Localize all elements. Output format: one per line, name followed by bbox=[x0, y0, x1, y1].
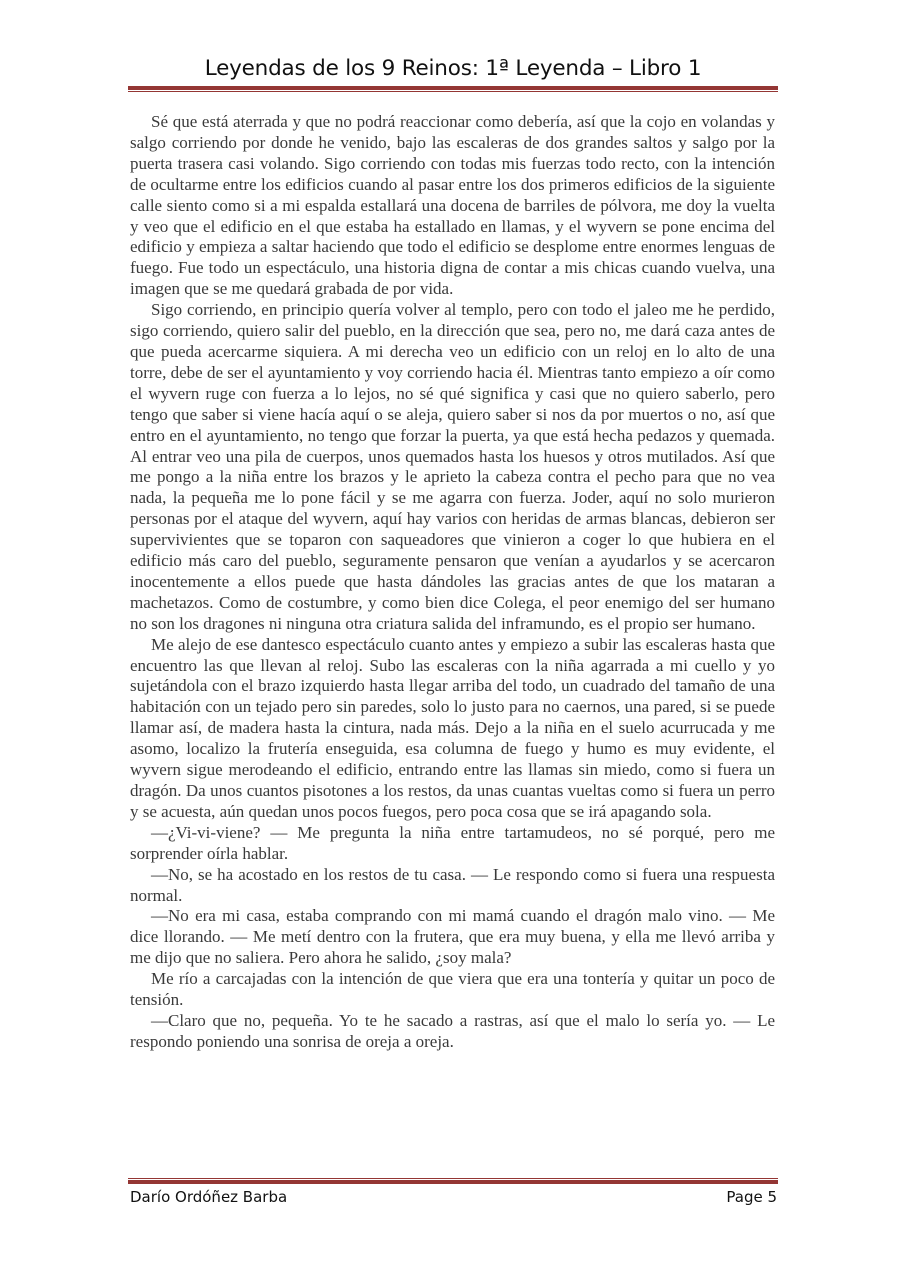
footer-author: Darío Ordóñez Barba bbox=[130, 1188, 288, 1206]
paragraph: Sé que está aterrada y que no podrá reaccionar como debería, así que la cojo en volandas y salgo corriendo por donde he venido, bajo las escaleras de dos grandes saltos y salgo por la puerta trasera casi volando. Sigo corriendo con todas mis fuerzas todo recto, con la intención de ocultarme entre los edificios cuando al pasar entre los dos primeros edificios de la siguiente calle siento como si a mi espalda estallará una docena de barriles de pólvora, me doy la vuelta y veo que el edificio en el que estaba ha estallado en llamas, y el wyvern se pone encima del edificio y empieza a saltar haciendo que todo el edificio se desplome entre enormes lenguas de fuego. Fue todo un espectáculo, una historia digna de contar a mis chicas cuando vuelva, una imagen que se me quedará grabada de por vida. bbox=[130, 112, 775, 299]
dialogue-paragraph: —No era mi casa, estaba comprando con mi mamá cuando el dragón malo vino. — Me dice llorando. — Me metí dentro con la frutera, que era muy buena, y ella me llevó arriba y me dijo que no saliera. Pero ahora he salido, ¿soy mala? bbox=[130, 906, 775, 968]
dialogue-paragraph: —¿Vi-vi-viene? — Me pregunta la niña entre tartamudeos, no sé porqué, pero me sorprender oírla hablar. bbox=[130, 822, 775, 863]
paragraph: Me alejo de ese dantesco espectáculo cuanto antes y empiezo a subir las escaleras hasta que encuentro las que llevan al reloj. Subo las escaleras con la niña agarrada a mi cuello y yo sujetándola con el brazo izquierdo hasta llegar arriba del todo, un cuadrado del tamaño de una habitación con un tejado pero sin paredes, solo lo justo para no caernos, una pared, si se puede llamar así, de madera hasta la cintura, nada más. Dejo a la niña en el suelo acurrucada y me asomo, localizo la frutería enseguida, esa columna de fuego y humo es muy evidente, el wyvern sigue merodeando el edificio, entrando entre las llamas sin miedo, como si fuera un dragón. Da unos cuantos pisotones a los restos, da unas cuantas vueltas como si fuera un perro y se acuesta, aún quedan unos pocos fuegos, pero poca cosa que se irá apagando sola. bbox=[130, 634, 775, 821]
dialogue-paragraph: —Claro que no, pequeña. Yo te he sacado a rastras, así que el malo lo sería yo. — Le respondo poniendo una sonrisa de oreja a oreja. bbox=[130, 1010, 775, 1051]
paragraph: Me río a carcajadas con la intención de que viera que era una tontería y quitar un poco de tensión. bbox=[130, 969, 775, 1010]
page-footer bbox=[130, 1186, 777, 1208]
paragraph: Sigo corriendo, en principio quería volver al templo, pero con todo el jaleo me he perdido, sigo corriendo, quiero salir del pueblo, en la dirección que sea, pero no, me dará caza antes de que pueda acercarme siquiera. A mi derecha veo un edificio con un reloj en lo alto de una torre, debe de ser el ayuntamiento y voy corriendo hacia él. Mientras tanto empiezo a oír como el wyvern ruge con fuerza a lo lejos, no sé qué significa y casi que no quiero saberlo, pero tengo que saber si viene hacía aquí o se aleja, quiero saber si nos da por muertos o no, así que entro en el ayuntamiento, no tengo que forzar la puerta, ya que está hecha pedazos y quemada. Al entrar veo una pila de cuerpos, unos quemados hasta los huesos y otros mutilados. Así que me pongo a la niña entre los brazos y le aprieto la cabeza contra el pecho para que no vea nada, la pequeña me lo pone fácil y se me agarra con fuerza. Joder, aquí no solo murieron personas por el ataque del wyvern, aquí hay varios con heridas de armas blancas, debieron ser supervivientes que se toparon con saqueadores que vinieron a coger lo que hubiera en el edificio más caro del pueblo, seguramente pensaron que venían a ayudarlos y se acercaron inocentemente a ellos puede que hasta dándoles las gracias antes de que los mataran a machetazos. Como de costumbre, y como bien dice Colega, el peor enemigo del ser humano no son los dragones ni ninguna otra criatura salida del inframundo, es el propio ser humano. bbox=[130, 300, 775, 633]
document-body bbox=[130, 112, 775, 1053]
footer-divider bbox=[128, 1178, 778, 1184]
page-number: Page 5 bbox=[726, 1188, 777, 1206]
header-divider bbox=[128, 86, 778, 92]
dialogue-paragraph: —No, se ha acostado en los restos de tu casa. — Le respondo como si fuera una respuesta normal. bbox=[130, 864, 775, 905]
page-header-title: Leyendas de los 9 Reinos: 1ª Leyenda – Libro 1 bbox=[204, 56, 702, 81]
